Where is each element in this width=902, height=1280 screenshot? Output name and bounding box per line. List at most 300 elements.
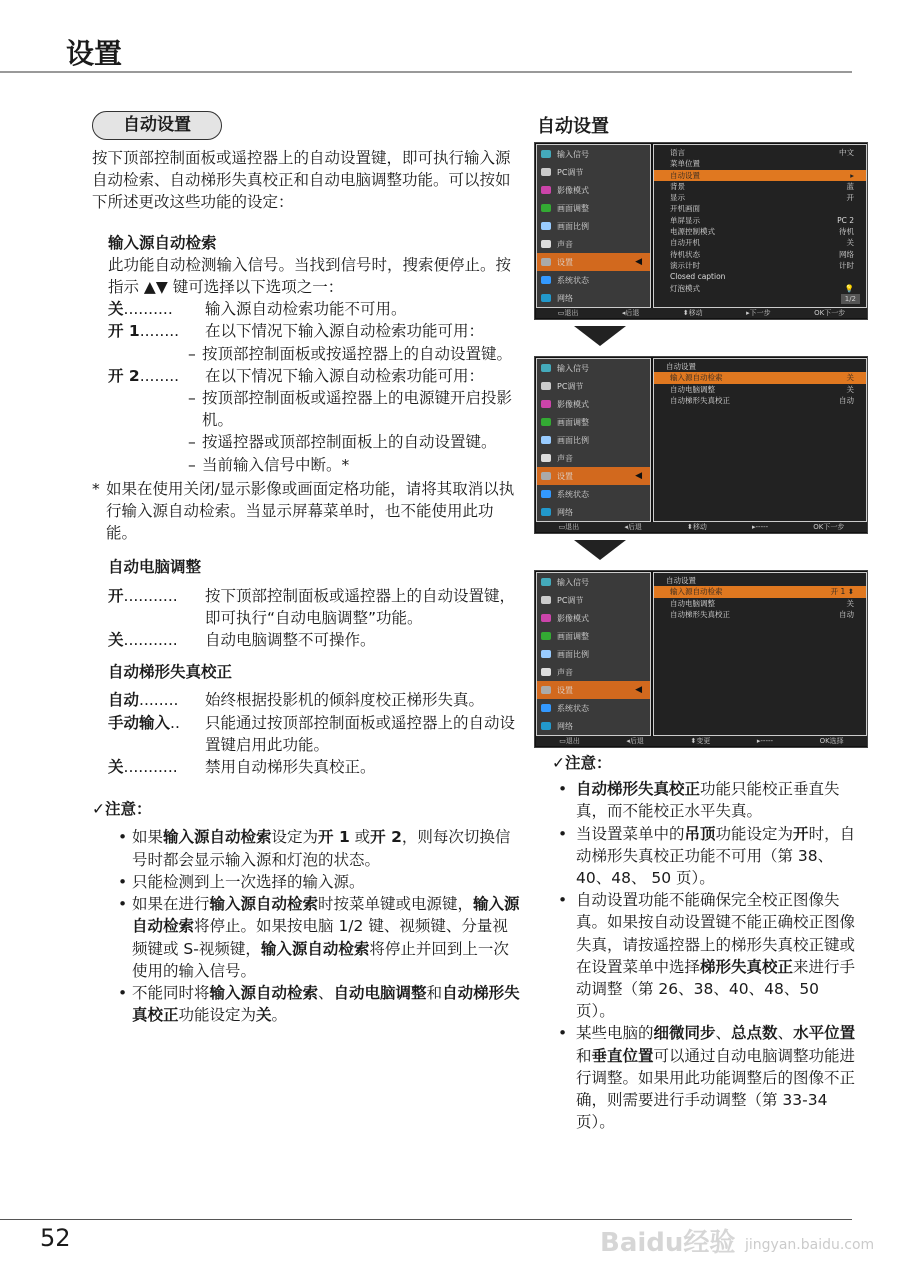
osd-item-label: 灯泡模式 (670, 283, 700, 293)
dash-bullet: – (188, 389, 196, 408)
option-term (92, 629, 205, 651)
page-title: 设置 (66, 37, 123, 70)
osd-menu-label: 声音 (557, 667, 573, 677)
osd-page-indicator: 1/2 (841, 294, 860, 304)
osd-screen (534, 570, 868, 748)
note-bold-text: 开 (793, 824, 809, 843)
left-column (92, 147, 522, 1026)
option-row (92, 629, 522, 651)
menu-icon (541, 436, 551, 444)
note-text-segment: 自动设置功能不能确保完全校正图像失真。如果按自动设置键不能正确校正图像失真，请按遥控器上的梯形失真校正键或在设置菜单中选择 (576, 891, 856, 976)
osd-item-label: 语言 (670, 148, 685, 157)
osd-menu-label: 设置 (557, 685, 573, 695)
option-term-label: 开 1 (108, 322, 140, 341)
osd-menu-item-8[interactable] (537, 503, 650, 521)
option-sub-item (92, 343, 522, 365)
osd-submenu-item[interactable] (654, 237, 866, 248)
osd-submenu-item[interactable] (654, 203, 866, 214)
option-row (92, 585, 522, 629)
osd-help-item: ⬍移动 (686, 523, 707, 531)
note-text-segment: 可以通过自动电脑调整功能进行调整。如果用此功能调整后的图像不正确，则需要进行手动调整（第 33-34 页）。 (576, 1046, 856, 1132)
osd-menu-item-7[interactable] (537, 271, 650, 289)
osd-item-value: 开 (846, 193, 854, 203)
osd-item-label: 菜单位置 (670, 159, 700, 169)
menu-icon (541, 508, 551, 516)
note-text-segment: ，则每次切换信号时都会显示输入源和灯泡的状态。 (132, 828, 511, 869)
osd-menu-item-1[interactable] (537, 163, 650, 181)
osd-item-label: 显示 (670, 193, 685, 203)
option-row (92, 689, 522, 711)
osd-menu-label: 输入信号 (557, 577, 589, 587)
osd-submenu-item[interactable] (654, 260, 866, 271)
osd-item-label: 自动梯形失真校正 (670, 395, 730, 405)
osd-item-label: 输入源自动检索 (670, 373, 723, 383)
option-dots: ........ (139, 691, 179, 710)
note-text (132, 826, 522, 870)
note-text (576, 889, 862, 1022)
osd-menu-label: 声音 (557, 453, 573, 463)
dash-bullet: – (188, 455, 196, 474)
osd-help-bar (536, 522, 867, 532)
osd-menu-label: 输入信号 (557, 149, 589, 159)
menu-icon (541, 150, 551, 158)
note-text (576, 823, 862, 890)
page-number: 52 (40, 1224, 71, 1252)
osd-help-item: ◂后退 (621, 309, 640, 317)
osd-item-label: 演示计时 (670, 260, 700, 270)
bullet-icon: • (118, 895, 128, 914)
osd-help-item: ▭退出 (558, 523, 580, 531)
menu-icon (541, 632, 551, 640)
osd-item-value: 关 (846, 384, 854, 394)
triangle-left-icon: ◀ (635, 257, 642, 267)
osd-item-value: 计时 (839, 260, 854, 270)
down-arrow-icon (574, 540, 626, 560)
note-bold-text: 输入源自动检索 (209, 895, 319, 914)
option-term (92, 298, 205, 320)
note-bold-text: 开 1 (318, 828, 350, 847)
osd-menu-item-0[interactable] (537, 145, 650, 163)
note-bold-text: 总点数 (731, 1024, 778, 1043)
notes-left-heading: ✓注意： (92, 800, 152, 819)
note-text-segment: 或 (349, 828, 371, 847)
osd-menu-item-4[interactable] (537, 645, 650, 663)
option-term (92, 689, 205, 711)
note-text-segment: 来进行手动调整（第 26、38、40、48、50 页）。 (576, 957, 856, 1021)
osd-page-row (654, 294, 866, 304)
osd-submenu-item[interactable] (654, 226, 866, 237)
osd-item-value: 中文 (839, 148, 854, 157)
osd-submenu-item[interactable] (654, 372, 866, 383)
osd-item-label: 开机画面 (670, 204, 700, 214)
note-item (92, 826, 522, 870)
osd-menu-label: 系统状态 (557, 275, 589, 285)
note-text-segment: 时按菜单键或电源键， (318, 895, 474, 914)
option-row (92, 320, 522, 342)
footnote (92, 478, 522, 545)
osd-menu-item-6[interactable] (537, 467, 650, 485)
osd-item-value: 关 (846, 373, 854, 383)
menu-icon (541, 454, 551, 462)
note-text-segment: 将停止。如果按电脑 1/2 键、视频键、分量视频键或 S-视频键， (132, 917, 508, 958)
note-text-segment: 设定为 (271, 828, 319, 847)
keystone-options (92, 689, 522, 778)
osd-screen (534, 142, 868, 320)
option-dots: ........... (123, 758, 178, 777)
notes-left-list (92, 826, 522, 1026)
option-desc: 输入源自动检索功能不可用。 (205, 300, 407, 319)
osd-help-item: ◂后退 (624, 523, 642, 531)
option-desc: 禁用自动梯形失真校正。 (205, 758, 376, 777)
osd-submenu-item[interactable] (654, 249, 866, 260)
option-sub-item (92, 387, 522, 431)
menu-icon (541, 578, 551, 586)
osd-help-item: ▭退出 (559, 737, 580, 745)
option-sub-item (92, 431, 522, 453)
note-bold-text: 自动梯形失真校正 (576, 780, 701, 799)
osd-menu-label: 设置 (557, 471, 573, 481)
osd-help-item: ⬍移动 (682, 309, 703, 317)
osd-menu-label: 输入信号 (557, 363, 589, 373)
note-item (552, 778, 862, 822)
note-bold-text: 输入源自动检索 (132, 895, 520, 936)
option-dots: ........... (123, 586, 178, 605)
osd-menu-label: 画面比例 (557, 435, 589, 445)
bullet-icon: • (558, 824, 568, 843)
osd-menu-label: 系统状态 (557, 703, 589, 713)
note-item (552, 823, 862, 890)
osd-submenu-item[interactable] (654, 395, 866, 406)
note-bold-text: 吊顶 (684, 824, 716, 843)
osd-submenu-title: 自动设置 (666, 576, 696, 585)
note-bold-text: 细微同步 (653, 1024, 716, 1043)
menu-icon (541, 650, 551, 658)
osd-submenu-item[interactable] (654, 181, 866, 192)
menu-icon (541, 472, 551, 480)
note-bold-text: 输入源自动检索 (163, 828, 272, 847)
osd-item-value: 自动 (839, 609, 854, 619)
osd-submenu (653, 572, 867, 736)
watermark-url: jingyan.baidu.com (745, 1237, 875, 1253)
option-desc: 在以下情况下输入源自动检索功能可用： (205, 366, 485, 385)
osd-submenu-item[interactable] (654, 147, 866, 158)
header-divider (0, 71, 852, 73)
osd-item-label: 自动梯形失真校正 (670, 609, 730, 619)
osd-menu-label: 声音 (557, 239, 573, 249)
option-dots: .. (170, 713, 180, 732)
option-desc: 在以下情况下输入源自动检索功能可用： (205, 322, 485, 341)
osd-main-menu (536, 358, 651, 522)
osd-menu-item-4[interactable] (537, 217, 650, 235)
note-text-segment: 、 (715, 1024, 732, 1043)
osd-menu-item-6[interactable] (537, 681, 650, 699)
note-text-segment: 某些电脑的 (576, 1024, 654, 1043)
menu-icon (541, 596, 551, 604)
menu-icon (541, 276, 551, 284)
osd-item-value: 蓝 (846, 181, 854, 191)
intro-paragraph: 按下顶部控制面板或遥控器上的自动设置键，即可执行输入源自动检索、自动梯形失真校正和自动电脑调整功能。可以按如下所述更改这些功能的设定： (92, 149, 511, 212)
osd-menu-item-1[interactable] (537, 591, 650, 609)
osd-submenu-title: 自动设置 (666, 362, 696, 371)
dash-bullet: – (188, 344, 196, 363)
option-row (92, 712, 522, 756)
osd-menu-item-7[interactable] (537, 699, 650, 717)
menu-icon (541, 614, 551, 622)
osd-menu-item-8[interactable] (537, 289, 650, 307)
menu-icon (541, 668, 551, 676)
osd-submenu-item[interactable] (654, 215, 866, 226)
osd-submenu-item[interactable] (654, 598, 866, 609)
note-item (92, 982, 522, 1026)
option-row (92, 365, 522, 387)
osd-item-label: 自动设置 (670, 170, 700, 180)
osd-item-value: 💡 (844, 283, 854, 293)
section-pill: 自动设置 (92, 111, 222, 140)
dash-bullet: – (188, 433, 196, 452)
osd-item-value: 网络 (839, 249, 854, 259)
osd-menu-label: 网络 (557, 721, 573, 731)
note-text (132, 893, 522, 982)
bullet-icon: • (558, 891, 568, 910)
osd-submenu-item[interactable] (654, 170, 866, 181)
option-desc: 始终根据投影机的倾斜度校正梯形失真。 (205, 691, 485, 710)
osd-help-item: OK选择 (819, 737, 844, 745)
osd-menu-item-8[interactable] (537, 717, 650, 735)
osd-menu-label: PC调节 (557, 167, 584, 177)
osd-menu-item-2[interactable] (537, 395, 650, 413)
osd-submenu-item[interactable] (654, 609, 866, 620)
osd-menu-item-5[interactable] (537, 235, 650, 253)
osd-help-bar (536, 308, 867, 318)
menu-icon (541, 686, 551, 694)
bullet-icon: • (558, 780, 568, 799)
bullet-icon: • (118, 872, 128, 891)
osd-submenu-item[interactable] (654, 192, 866, 203)
keystone-heading: 自动梯形失真校正 (108, 663, 233, 682)
triangle-left-icon: ◀ (635, 471, 642, 481)
menu-icon (541, 364, 551, 372)
osd-help-bar (536, 736, 867, 746)
footer-divider (0, 1219, 852, 1220)
osd-menu-item-0[interactable] (537, 573, 650, 591)
note-bold-text: 自动梯形失真校正 (132, 983, 520, 1025)
osd-submenu (653, 144, 867, 308)
menu-icon (541, 222, 551, 230)
input-search-heading: 输入源自动检索 (108, 233, 217, 252)
menu-icon (541, 382, 551, 390)
osd-item-label: 自动电脑调整 (670, 598, 715, 608)
osd-menu-item-3[interactable] (537, 627, 650, 645)
osd-menu-label: PC调节 (557, 381, 584, 391)
osd-item-label: 背景 (670, 181, 685, 191)
notes-right (552, 752, 862, 1133)
note-text-segment: 功能只能校正垂直失真，而不能校正水平失真。 (576, 780, 840, 821)
note-text-segment: 、 (777, 1024, 794, 1043)
osd-menu-item-5[interactable] (537, 663, 650, 681)
note-text-segment: 当设置菜单中的 (576, 824, 685, 843)
osd-menu-label: 影像模式 (557, 399, 589, 409)
osd-submenu (653, 358, 867, 522)
note-bold-text: 垂直位置 (591, 1046, 654, 1065)
osd-menu-label: 画面调整 (557, 631, 589, 641)
osd-submenu-item[interactable] (654, 158, 866, 169)
note-bold-text: 水平位置 (793, 1024, 856, 1043)
option-term (92, 712, 205, 756)
osd-menu-label: PC调节 (557, 595, 584, 605)
osd-submenu-item[interactable] (654, 586, 866, 597)
note-text-segment: 。 (271, 1006, 288, 1025)
osd-item-value: 关 (846, 598, 854, 608)
notes-right-list (552, 778, 862, 1133)
note-bold-text: 梯形失真校正 (700, 957, 794, 976)
osd-menu-item-4[interactable] (537, 431, 650, 449)
osd-menu-label: 画面调整 (557, 203, 589, 213)
option-term-label: 手动输入 (108, 713, 171, 732)
option-sub-item (92, 454, 522, 476)
osd-item-value: 开 1 ⬍ (830, 587, 854, 597)
bullet-icon: • (558, 1024, 568, 1043)
option-term (92, 585, 205, 629)
osd-help-item: OK下一步 (814, 309, 846, 317)
option-term (92, 756, 205, 778)
menu-icon (541, 186, 551, 194)
note-text-segment: 如果在进行 (132, 895, 210, 914)
osd-main-menu (536, 572, 651, 736)
osd-main-menu (536, 144, 651, 308)
osd-item-label: 电源控制模式 (670, 227, 715, 237)
menu-icon (541, 204, 551, 212)
osd-menu-item-6[interactable] (537, 253, 650, 271)
osd-item-value: 待机 (839, 227, 854, 237)
osd-submenu-item[interactable] (654, 283, 866, 294)
menu-icon (541, 294, 551, 302)
osd-help-item: ▸----- (756, 737, 774, 745)
option-row (92, 756, 522, 778)
note-text (132, 871, 365, 893)
osd-help-item: ◂后退 (626, 737, 644, 745)
bullet-icon: • (118, 828, 128, 847)
note-text-segment: 功能设定为 (715, 824, 794, 843)
note-text-segment: 如果 (132, 828, 164, 847)
note-text (576, 1022, 862, 1133)
right-heading: 自动设置 (537, 116, 609, 137)
osd-menu-item-5[interactable] (537, 449, 650, 467)
note-bold-text: 自动电脑调整 (333, 983, 427, 1002)
osd-item-value: 自动 (839, 395, 854, 405)
note-text-segment: 不能同时将 (132, 983, 210, 1002)
osd-item-value: PC 2 (837, 215, 854, 225)
osd-item-label: Closed caption (670, 272, 726, 282)
note-item (92, 893, 522, 982)
osd-screen (534, 356, 868, 534)
option-desc: 自动电脑调整不可操作。 (205, 631, 376, 650)
footnote-mark: * (92, 479, 100, 498)
triangle-left-icon: ◀ (635, 685, 642, 695)
osd-menu-label: 设置 (557, 257, 573, 267)
option-term-label: 开 2 (108, 366, 140, 385)
option-term-label: 关 (108, 758, 124, 777)
menu-icon (541, 722, 551, 730)
watermark-logo: Baidu经验 (600, 1228, 736, 1258)
option-term (92, 320, 205, 342)
input-search-options (92, 298, 522, 476)
note-text-segment: 只能检测到上一次选择的输入源。 (132, 872, 365, 891)
bullet-icon: • (118, 983, 128, 1002)
note-text (132, 982, 522, 1026)
note-text-segment: 功能设定为 (178, 1006, 257, 1025)
osd-menu-label: 影像模式 (557, 185, 589, 195)
osd-menu-label: 画面比例 (557, 649, 589, 659)
osd-menu-label: 画面调整 (557, 417, 589, 427)
note-text-segment: 和 (426, 983, 443, 1002)
note-bold-text: 关 (256, 1006, 272, 1025)
osd-help-item: ▸----- (752, 523, 769, 531)
note-bold-text: 输入源自动检索 (209, 983, 319, 1002)
option-sub-text: 当前输入信号中断。* (202, 455, 350, 474)
osd-menu-item-2[interactable] (537, 181, 650, 199)
osd-item-label: 待机状态 (670, 249, 700, 259)
option-dots: ........ (139, 322, 180, 341)
note-bold-text: 开 2 (370, 828, 402, 847)
option-term (92, 365, 205, 387)
osd-submenu-item[interactable] (654, 271, 866, 282)
osd-item-value: 关 (846, 238, 854, 248)
option-term-label: 关 (108, 631, 124, 650)
option-row (92, 298, 522, 320)
osd-menu-label: 影像模式 (557, 613, 589, 623)
osd-menu-label: 网络 (557, 293, 573, 303)
menu-icon (541, 490, 551, 498)
option-desc: 按下顶部控制面板或遥控器上的自动设置键，即可执行“自动电脑调整”功能。 (205, 586, 516, 627)
down-arrow-icon (574, 326, 626, 346)
option-sub-text: 按顶部控制面板或遥控器上的电源键开启投影机。 (202, 389, 513, 430)
osd-menu-item-3[interactable] (537, 413, 650, 431)
osd-menu-label: 系统状态 (557, 489, 589, 499)
osd-menu-label: 画面比例 (557, 221, 589, 231)
option-term-label: 自动 (108, 691, 140, 710)
osd-item-label: 输入源自动检索 (670, 587, 723, 597)
auto-pc-heading: 自动电脑调整 (108, 558, 202, 577)
note-item (92, 871, 522, 893)
footnote-text: 如果在使用关闭/显示影像或画面定格功能，请将其取消以执行输入源自动检索。当显示屏幕菜单时，也不能使用此功能。 (106, 479, 515, 543)
osd-menu-item-7[interactable] (537, 485, 650, 503)
note-bold-text: 输入源自动检索 (260, 939, 370, 958)
option-dots: ........ (139, 366, 180, 385)
osd-help-item: ▸下一步 (746, 309, 771, 317)
osd-help-item: ⬍变更 (690, 737, 711, 745)
note-text-segment: 将停止并回到上一次使用的输入信号。 (132, 939, 509, 980)
osd-submenu-item[interactable] (654, 384, 866, 395)
osd-item-label: 自动电脑调整 (670, 384, 715, 394)
option-sub-text: 按遥控器或顶部控制面板上的自动设置键。 (202, 433, 497, 452)
osd-menu-item-1[interactable] (537, 377, 650, 395)
note-text (576, 778, 862, 822)
menu-icon (541, 400, 551, 408)
menu-icon (541, 168, 551, 176)
osd-menu-item-0[interactable] (537, 359, 650, 377)
option-desc: 只能通过按顶部控制面板或遥控器上的自动设置键启用此功能。 (205, 713, 516, 754)
notes-right-heading: ✓注意： (552, 754, 612, 772)
note-text-segment: 时，自动梯形失真校正功能不可用（第 38、40、48、 50 页）。 (576, 824, 856, 888)
menu-icon (541, 704, 551, 712)
auto-pc-options (92, 585, 522, 652)
osd-menu-item-2[interactable] (537, 609, 650, 627)
osd-help-item: OK下一步 (813, 523, 845, 531)
osd-help-item: ▭退出 (557, 309, 579, 317)
menu-icon (541, 258, 551, 266)
menu-icon (541, 240, 551, 248)
osd-menu-item-3[interactable] (537, 199, 650, 217)
